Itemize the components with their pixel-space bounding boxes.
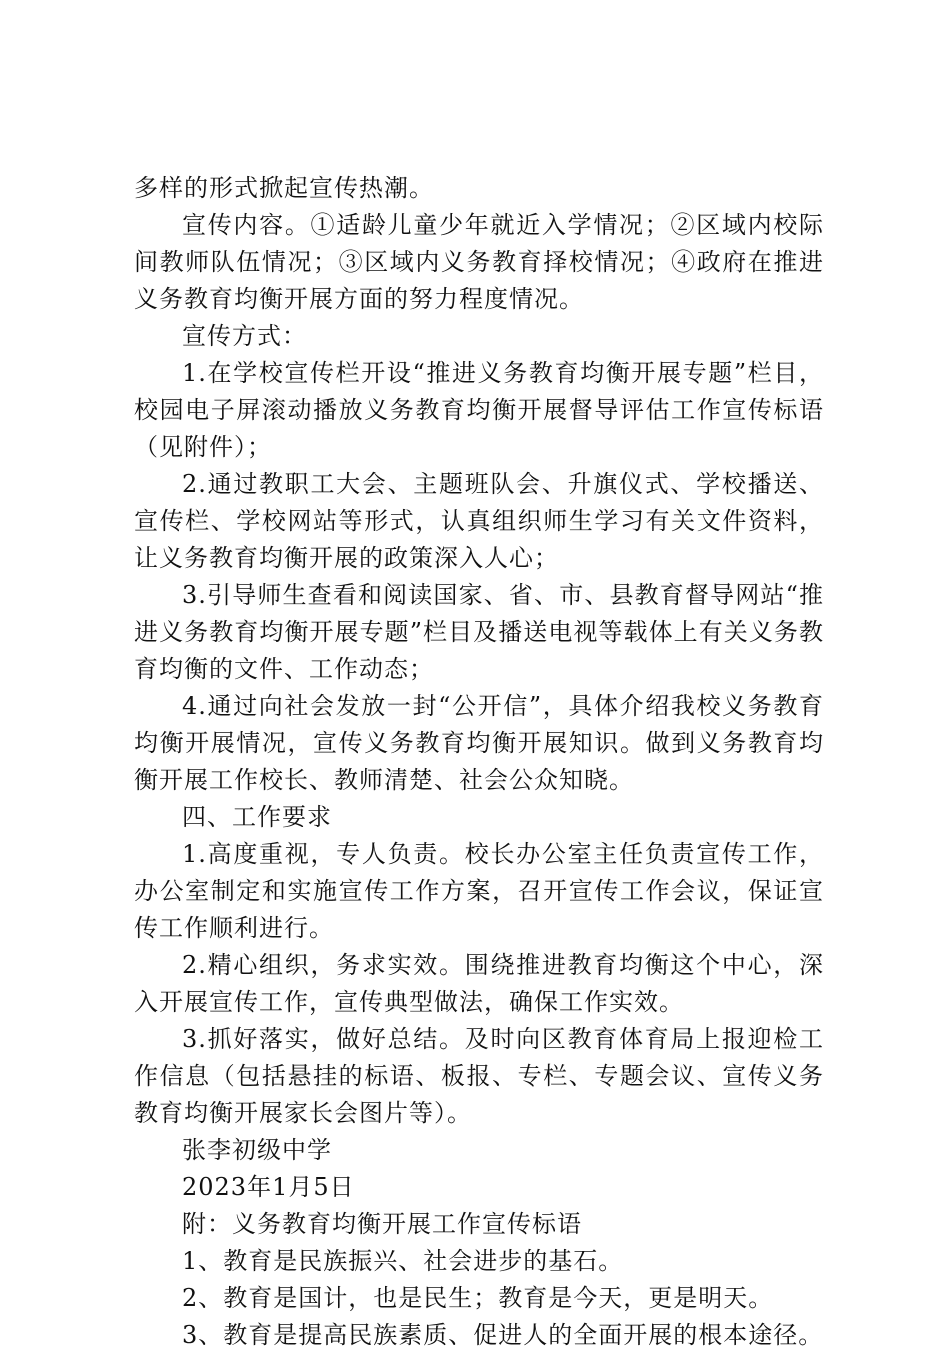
paragraph-requirement-1: 1.高度重视，专人负责。校长办公室主任负责宣传工作，办公室制定和实施宣传工作方案，召开宣传工作会议，保证宣传工作顺利进行。: [134, 840, 824, 942]
paragraph-method-4: 4.通过向社会发放一封“公开信”，具体介绍我校义务教育均衡开展情况，宣传义务教育均衡开展知识。做到义务教育均衡开展工作校长、教师清楚、社会公众知晓。: [134, 692, 824, 794]
paragraph-requirement-3: 3.抓好落实，做好总结。及时向区教育体育局上报迎检工作信息（包括悬挂的标语、板报、专栏、专题会议、宣传义务教育均衡开展家长会图片等）。: [134, 1025, 824, 1127]
paragraph-publicity-methods-heading: 宣传方式：: [182, 322, 307, 350]
paragraph-method-2: 2.通过教职工大会、主题班队会、升旗仪式、学校播送、宣传栏、学校网站等形式，认真组织师生学习有关文件资料，让义务教育均衡开展的政策深入人心；: [134, 470, 824, 572]
paragraph-publicity-content: 宣传内容。①适龄儿童少年就近入学情况；②区域内校际间教师队伍情况；③区域内义务教育择校情况；④政府在推进义务教育均衡开展方面的努力程度情况。: [134, 211, 824, 313]
signature-school-name: 张李初级中学: [182, 1136, 332, 1164]
signature-date: 2023年1月5日: [182, 1173, 355, 1201]
slogan-1: 1、教育是民族振兴、社会进步的基石。: [182, 1247, 624, 1275]
paragraph-requirement-2: 2.精心组织，务求实效。围绕推进教育均衡这个中心，深入开展宣传工作，宣传典型做法，确保工作实效。: [134, 951, 824, 1016]
document-body: [134, 170, 824, 1354]
paragraph-intro-continuation: 多样的形式掀起宣传热潮。: [134, 174, 434, 202]
appendix-heading: 附：义务教育均衡开展工作宣传标语: [182, 1210, 582, 1238]
paragraph-method-3: 3.引导师生查看和阅读国家、省、市、县教育督导网站“推进义务教育均衡开展专题”栏目及播送电视等载体上有关义务教育均衡的文件、工作动态；: [134, 581, 824, 683]
paragraph-method-1: 1.在学校宣传栏开设“推进义务教育均衡开展专题”栏目，校园电子屏滚动播放义务教育均衡开展督导评估工作宣传标语（见附件）；: [134, 359, 824, 461]
slogan-2: 2、教育是国计，也是民生；教育是今天，更是明天。: [182, 1284, 774, 1312]
section-heading-work-requirements: 四、工作要求: [182, 803, 332, 831]
slogan-3: 3、教育是提高民族素质、促进人的全面开展的根本途径。: [182, 1321, 824, 1349]
